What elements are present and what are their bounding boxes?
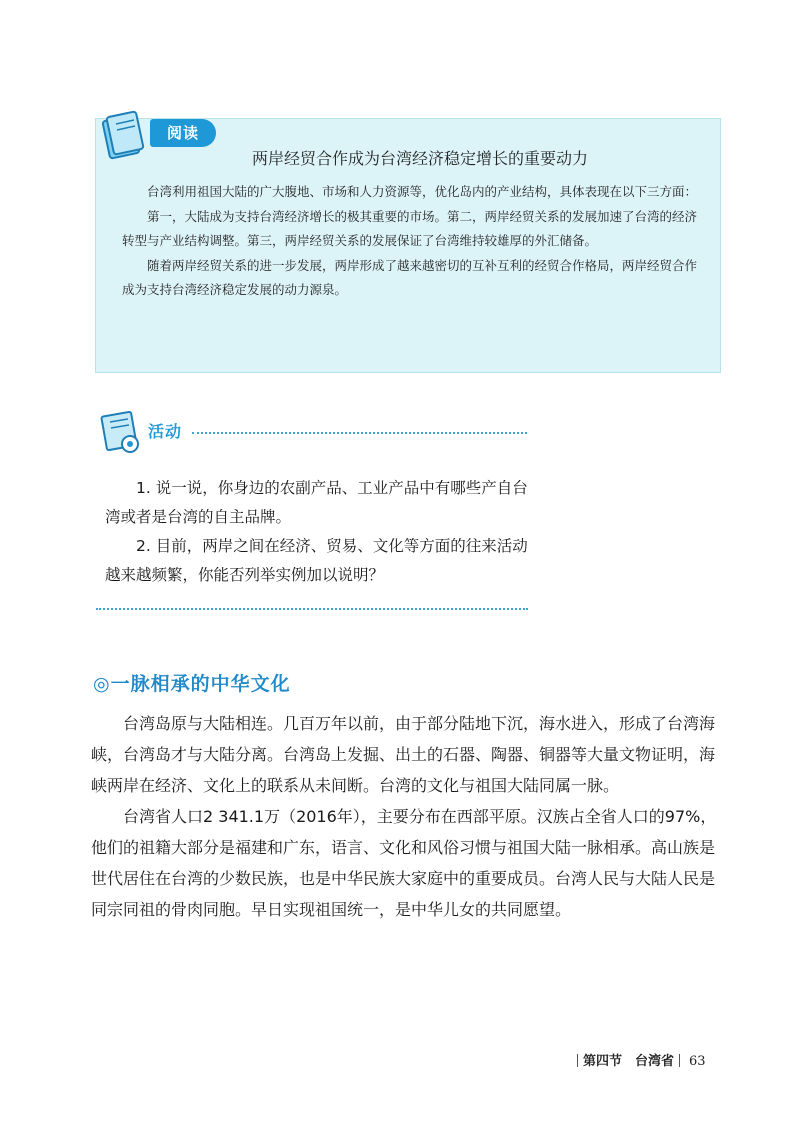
activity-divider-top — [192, 432, 527, 434]
reading-paragraph: 台湾利用祖国大陆的广大腹地、市场和人力资源等，优化岛内的产业结构，具体表现在以下三方面： — [147, 184, 698, 199]
reading-paragraph: 第一，大陆成为支持台湾经济增长的极其重要的市场。第二，两岸经贸关系的发展加速了台湾的经济转型与产业结构调整。第三，两岸经贸关系的发展保证了台湾维持较雄厚的外汇储备。 — [122, 208, 698, 248]
page-number: 63 — [689, 1054, 706, 1069]
body-paragraph: 台湾省人口2 341.1万（2016年），主要分布在西部平原。汉族占全省人口的97%，他们的祖籍大部分是福建和广东，语言、文化和风俗习惯与祖国大陆一脉相承。高山族是世代居住在台湾的少数民族，也是中华民族大家庭中的重要成员。台湾人民与大陆人民是同宗同祖的骨肉同胞。早日实现祖国统一，是中华儿女的共同愿望。 — [91, 807, 717, 919]
reading-paragraph: 随着两岸经贸关系的进一步发展，两岸形成了越来越密切的互补互利的经贸合作格局，两岸经贸合作成为支持台湾经济稳定发展的动力源泉。 — [122, 257, 698, 297]
section-body — [91, 708, 723, 925]
activity-divider-bottom — [96, 608, 528, 610]
footer-chapter: 第四节 台湾省 — [583, 1054, 675, 1069]
section-heading: ◎一脉相承的中华文化 — [93, 673, 291, 695]
activity-label: 活动 — [148, 422, 183, 441]
body-paragraph: 台湾岛原与大陆相连。几百万年以前，由于部分陆地下沉，海水进入，形成了台湾海峡，台湾岛才与大陆分离。台湾岛上发掘、出土的石器、陶器、铜器等大量文物证明，海峡两岸在经济、文化上的联系从未间断。台湾的文化与祖国大陆同属一脉。 — [91, 714, 716, 795]
book-icon — [98, 108, 150, 162]
activity-icon — [98, 408, 146, 458]
activity-text — [105, 474, 530, 590]
page-footer — [572, 1050, 706, 1069]
footer-divider — [679, 1054, 680, 1067]
activity-item: 2. 目前，两岸之间在经济、贸易、文化等方面的往来活动越来越频繁，你能否列举实例加以说明？ — [105, 537, 528, 584]
activity-item: 1. 说一说，你身边的农副产品、工业产品中有哪些产自台湾或者是台湾的自主品牌。 — [105, 479, 528, 526]
reading-text — [122, 180, 702, 303]
footer-divider — [577, 1054, 578, 1067]
reading-label: 阅读 — [150, 119, 216, 147]
reading-title: 两岸经贸合作成为台湾经济稳定增长的重要动力 — [251, 149, 588, 168]
